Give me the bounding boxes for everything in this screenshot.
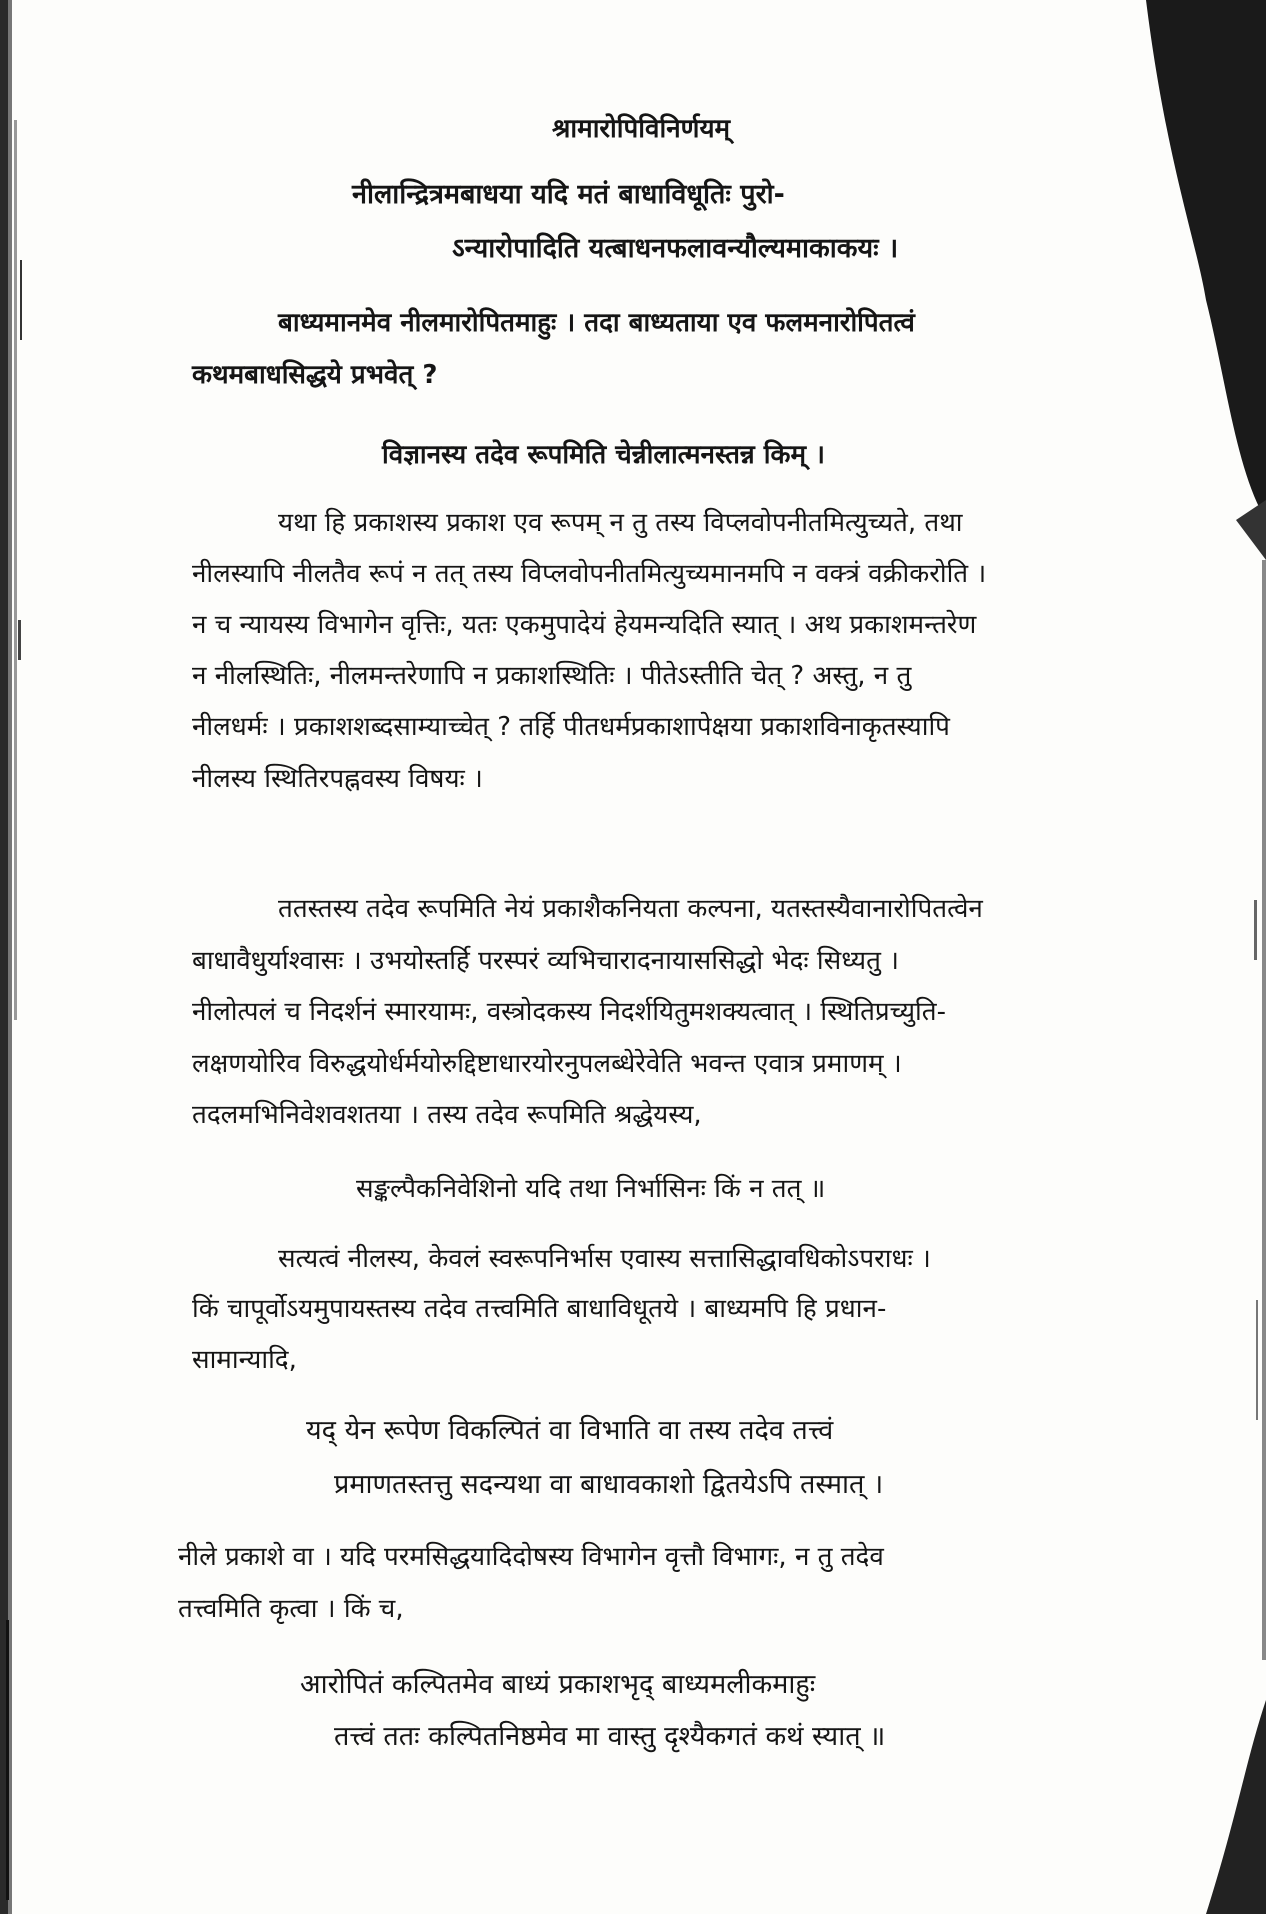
para3-line2: बाधावैधुर्याश्वासः । उभयोस्तर्हि परस्परं व्यभिचारादनायाससिद्धो भेदः सिध्यतु । [192, 946, 900, 976]
para5-line2: तत्त्वमिति कृत्वा । किं च, [178, 1594, 404, 1624]
para2-line4: न नीलस्थितिः, नीलमन्तरेणापि न प्रकाशस्थितिः । पीतेऽस्तीति चेत् ? अस्तु, न तु [192, 661, 912, 691]
para4-line2: किं चापूर्वोऽयमुपायस्तस्य तदेव तत्त्वमिति बाधाविधूतये । बाध्यमपि हि प्रधान- [192, 1294, 887, 1324]
page-header: श्रामारोपिविनिर्णयम् [552, 114, 731, 144]
para3-line5: तदलमभिनिवेशवशतया । तस्य तदेव रूपमिति श्रद्धेयस्य, [192, 1100, 702, 1130]
para2-line2: नीलस्यापि नीलतैव रूपं न तत् तस्य विप्लवोपनीतमित्युच्यमानमपि न वक्त्रं वक्रीकरोति । [192, 559, 987, 589]
para3-line4: लक्षणयोरिव विरुद्धयोर्धर्मयोरुद्दिष्टाधारयोरनुपलब्धेरेवेति भवन्त एवात्र प्रमाणम् । [192, 1049, 902, 1079]
para2-line3: न च न्यायस्य विभागेन वृत्तिः, यतः एकमुपादेयं हेयमन्यदिति स्यात् । अथ प्रकाशमन्तरेण [192, 610, 977, 640]
verse3-line1: आरोपितं कल्पितमेव बाध्यं प्रकाशभृद् बाध्यमलीकमाहुः [300, 1669, 816, 1700]
para4-line3: सामान्यादि, [192, 1345, 297, 1375]
verse2-line1: यद् येन रूपेण विकल्पितं वा विभाति वा तस्य तदेव तत्त्वं [306, 1415, 834, 1446]
para2-line1: यथा हि प्रकाशस्य प्रकाश एव रूपम् न तु तस्य विप्लवोपनीतमित्युच्यते, तथा [278, 508, 963, 538]
para4-line1: सत्यत्वं नीलस्य, केवलं स्वरूपनिर्भास एवास्य सत्तासिद्धावधिकोऽपराधः । [278, 1244, 931, 1274]
para1-line2: कथमबाधसिद्धये प्रभवेत् ? [192, 360, 438, 390]
para3-line3: नीलोत्पलं च निदर्शनं स्मारयामः, वस्त्रोदकस्य निदर्शयितुमशक्यत्वात् । स्थितिप्रच्युति- [192, 997, 946, 1027]
question-line: विज्ञानस्य तदेव रूपमिति चेन्नीलात्मनस्तन्न किम् । [382, 440, 825, 470]
verse1-line1: नीलान्द्रित्रमबाधया यदि मतं बाधाविधूतिः पुरो- [352, 179, 785, 210]
para2-line5: नीलधर्मः । प्रकाशशब्दसाम्याच्चेत् ? तर्हि पीतधर्मप्रकाशापेक्षया प्रकाशविनाकृतस्यापि [192, 712, 950, 742]
para2-line6: नीलस्य स्थितिरपह्नवस्य विषयः । [192, 764, 483, 794]
right-scan-edge [1086, 0, 1266, 1914]
verse1-line2: ऽन्यारोपादिति यत्बाधनफलावन्यौल्यमाकाकयः । [452, 233, 899, 264]
left-scan-edge [0, 0, 26, 1914]
para5-line1: नीले प्रकाशे वा । यदि परमसिद्धयादिदोषस्य विभागेन वृत्तौ विभागः, न तु तदेव [178, 1542, 884, 1572]
para1-line1: बाध्यमानमेव नीलमारोपितमाहुः । तदा बाध्यताया एव फलमनारोपितत्वं [278, 308, 915, 338]
verse3-line2: तत्त्वं ततः कल्पितनिष्ठमेव मा वास्तु दृश्यैकगतं कथं स्यात् ॥ [334, 1721, 886, 1752]
verse-sankalpa: सङ्कल्पैकनिवेशिनो यदि तथा निर्भासिनः किं न तत् ॥ [356, 1174, 826, 1204]
para3-line1: ततस्तस्य तदेव रूपमिति नेयं प्रकाशैकनियता कल्पना, यतस्तस्यैवानारोपितत्वेन [278, 894, 983, 924]
verse2-line2: प्रमाणतस्तत्तु सदन्यथा वा बाधावकाशो द्वितयेऽपि तस्मात् । [334, 1469, 884, 1500]
